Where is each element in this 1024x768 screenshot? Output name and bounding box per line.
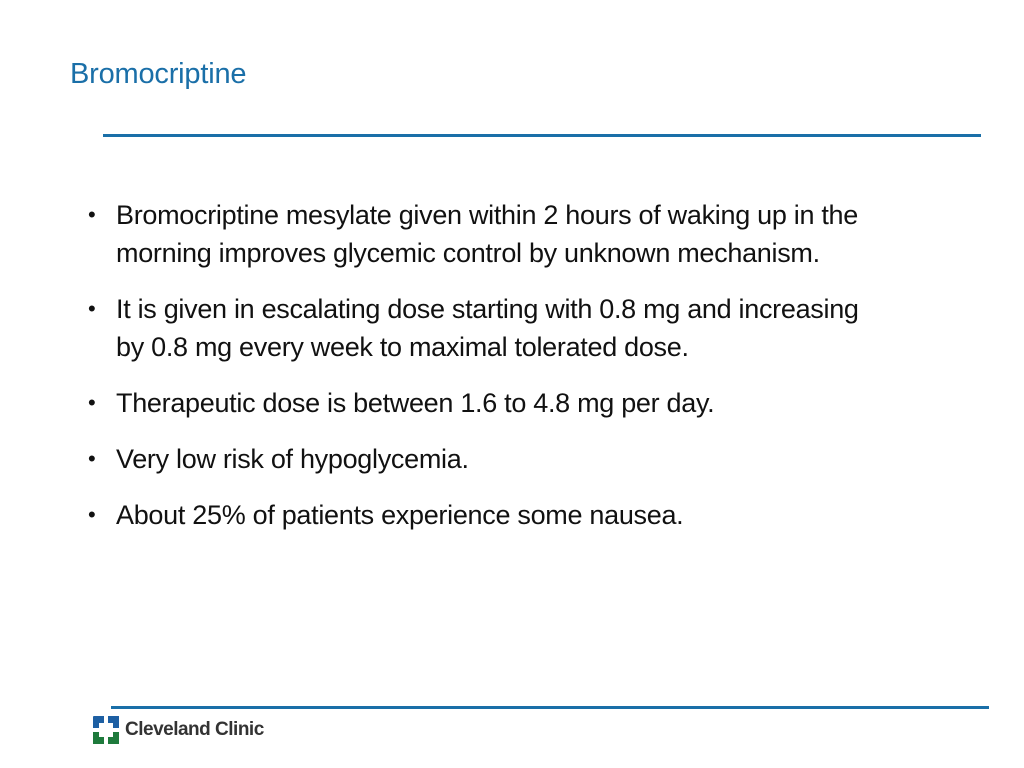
footer-divider xyxy=(111,706,989,709)
bullet-item xyxy=(88,440,878,478)
bullet-item xyxy=(88,196,878,272)
bullet-list xyxy=(88,196,878,552)
bullet-item xyxy=(88,496,878,534)
slide-title: Bromocriptine xyxy=(70,58,247,90)
cleveland-clinic-cross-icon xyxy=(93,716,119,744)
bullet-text: Therapeutic dose is between 1.6 to 4.8 mg per day. xyxy=(116,388,715,418)
cleveland-clinic-logo xyxy=(93,716,264,744)
bullet-item xyxy=(88,290,878,366)
bullet-icon: • xyxy=(88,502,96,527)
bullet-text: Bromocriptine mesylate given within 2 hours of waking up in the morning improves glycemic control by unknown mechanism. xyxy=(116,200,858,268)
bullet-text: About 25% of patients experience some nausea. xyxy=(116,500,684,530)
bullet-text: It is given in escalating dose starting with 0.8 mg and increasing by 0.8 mg every week to maximal tolerated dose. xyxy=(116,294,859,362)
bullet-text: Very low risk of hypoglycemia. xyxy=(116,444,469,474)
bullet-icon: • xyxy=(88,296,96,321)
bullet-icon: • xyxy=(88,446,96,471)
logo-text: Cleveland Clinic xyxy=(125,719,264,740)
bullet-icon: • xyxy=(88,202,96,227)
bullet-item xyxy=(88,384,878,422)
bullet-icon: • xyxy=(88,390,96,415)
title-divider xyxy=(103,134,981,137)
